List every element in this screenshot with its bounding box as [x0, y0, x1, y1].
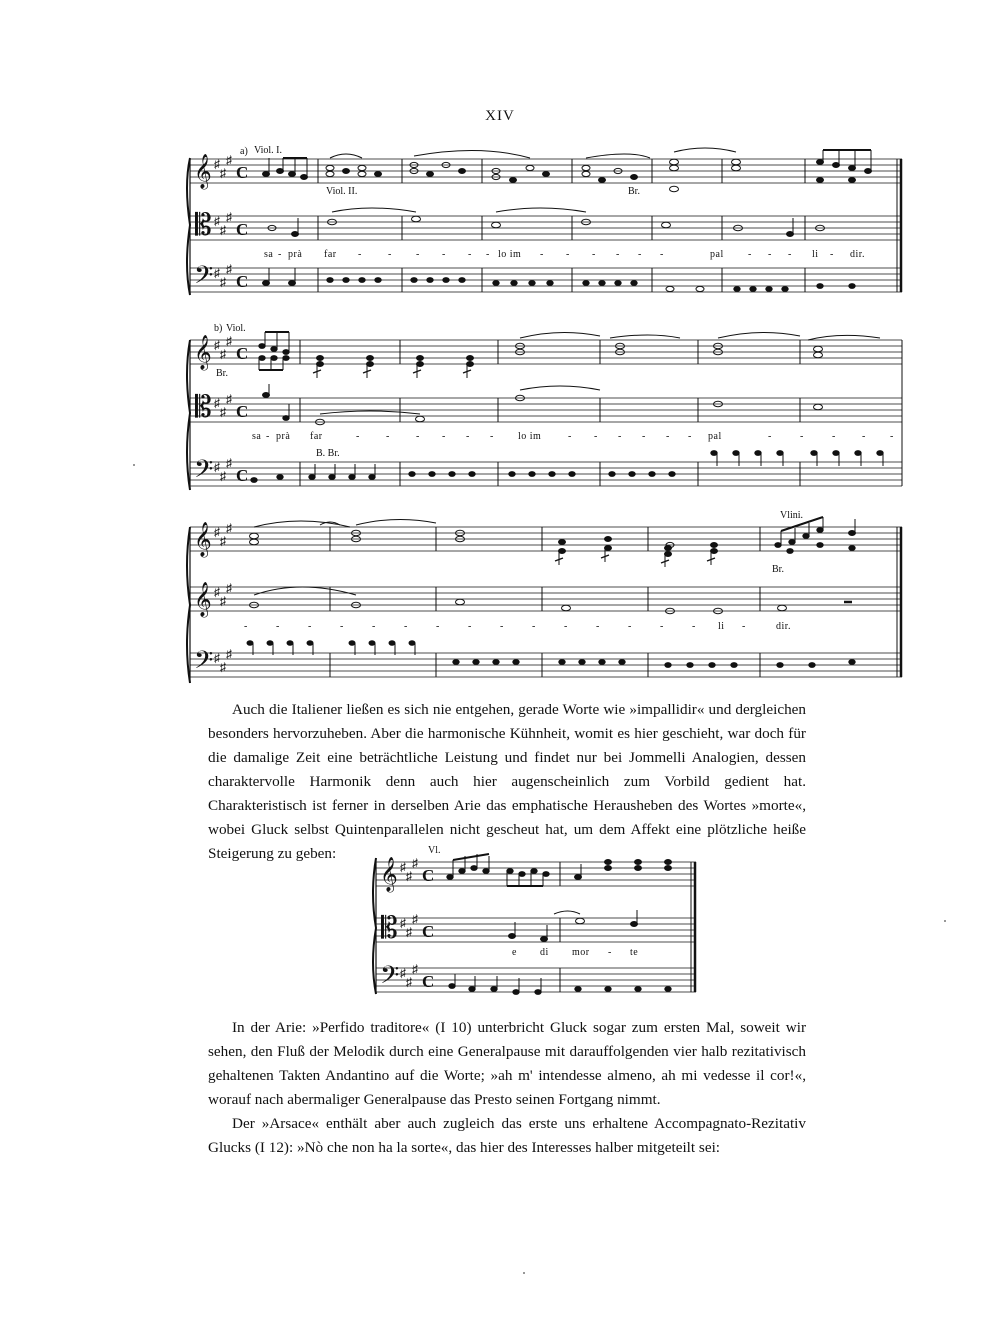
lyric: -: [638, 249, 642, 260]
svg-text:♯: ♯: [214, 338, 220, 352]
lyric: -: [276, 621, 280, 632]
svg-text:♯: ♯: [214, 266, 220, 280]
svg-text:𝄞: 𝄞: [194, 523, 212, 556]
lyric: -: [596, 621, 600, 632]
svg-text:C: C: [236, 402, 249, 421]
lyric: -: [386, 431, 390, 442]
lyric: -: [692, 621, 696, 632]
svg-text:𝄢: 𝄢: [194, 262, 214, 295]
lyric: -: [358, 249, 362, 260]
svg-text:C: C: [236, 344, 249, 363]
lyric: -: [666, 431, 670, 442]
label-b-br: B. Br.: [316, 448, 340, 459]
lyric: -: [266, 431, 270, 442]
svg-text:♯: ♯: [220, 534, 226, 548]
music-example-2: [180, 318, 910, 493]
svg-text:𝄢: 𝄢: [194, 647, 214, 680]
body-paragraph: In der Arie: »Perfido traditore« (I 10) unterbricht Gluck sogar zum ersten Mal, soweit wir sehen, den Fluß der Melodik durch eine Generalpause mit darauffolgenden vier halb rezitativisch gehaltenen Takten Andantino auf die Worte; »ah m' intendesse almeno, ah mi vedesse il cor!«, worauf nach abermaliger Generalpause das Presto seinen Fortgang nimmt.: [208, 1019, 806, 1108]
svg-text:♯: ♯: [220, 469, 226, 483]
svg-text:♯: ♯: [226, 262, 232, 276]
lyric: di: [540, 947, 549, 958]
svg-text:♯: ♯: [214, 214, 220, 228]
lyric: -: [688, 431, 692, 442]
lyric: far: [310, 431, 323, 442]
svg-text:♯: ♯: [226, 153, 232, 167]
lyric: -: [340, 621, 344, 632]
svg-text:𝄢: 𝄢: [194, 456, 214, 489]
page-number: XIV: [485, 108, 515, 124]
svg-text:♯: ♯: [214, 651, 220, 665]
lyric: -: [468, 621, 472, 632]
svg-text:C: C: [422, 922, 435, 941]
lyric: lo im: [498, 249, 522, 260]
lyric: -: [388, 249, 392, 260]
svg-text:♯: ♯: [400, 860, 406, 874]
lyric: -: [416, 431, 420, 442]
lyric: -: [568, 431, 572, 442]
lyric: -: [594, 431, 598, 442]
lyric: pal: [708, 431, 722, 442]
svg-text:♯: ♯: [226, 456, 232, 470]
svg-text:C: C: [236, 163, 249, 182]
lyric: -: [616, 249, 620, 260]
lyric: -: [800, 431, 804, 442]
svg-text:𝄢: 𝄢: [380, 962, 400, 995]
lyric: sa: [264, 249, 274, 260]
svg-text:♯: ♯: [220, 347, 226, 361]
lyric: -: [890, 431, 894, 442]
lyric: -: [660, 249, 664, 260]
lyric: -: [830, 249, 834, 260]
lyric: lo im: [518, 431, 542, 442]
lyric: -: [500, 621, 504, 632]
lyric: -: [244, 621, 248, 632]
lyric: -: [372, 621, 376, 632]
svg-text:C: C: [236, 220, 249, 239]
body-paragraph: Auch die Italiener ließen es sich nie entgehen, gerade Worte wie »impallidir« und dergleichen besonders hervorzuheben. Aber die harmonische Kühnheit, womit es hier geschieht, war doch für die damalige Zeit eine beträchtliche Leistung und findet nur bei Jommelli Analogien, dessen charaktervolle Harmonik denn auch hier augenscheinlich zum Vorbild gedient hat. Charakteristisch ist ferner in derselben Arie das emphatische Herausheben des Wortes »morte«, wobei Gluck selbst Quintenparallelen nicht gescheut hat, um dem Affekt eine plötzliche heiße Steigerung zu geben:: [208, 701, 806, 862]
svg-text:♯: ♯: [214, 525, 220, 539]
label-viol-2: Viol. II.: [326, 186, 358, 197]
lyric: -: [566, 249, 570, 260]
lyric: -: [532, 621, 536, 632]
svg-text:♯: ♯: [220, 660, 226, 674]
svg-text:♯: ♯: [214, 460, 220, 474]
lyric: sa: [252, 431, 262, 442]
svg-text:♯: ♯: [220, 166, 226, 180]
svg-text:♯: ♯: [220, 275, 226, 289]
lyric: -: [468, 249, 472, 260]
svg-text:♯: ♯: [214, 396, 220, 410]
svg-text:𝄡: 𝄡: [195, 209, 212, 242]
lyric: dir.: [850, 249, 866, 260]
svg-text:♯: ♯: [220, 223, 226, 237]
label-br: Br.: [772, 564, 784, 575]
label-b: b): [214, 323, 223, 334]
svg-text:♯: ♯: [406, 925, 412, 939]
lyric: -: [356, 431, 360, 442]
lyric: -: [404, 621, 408, 632]
lyric: -: [442, 249, 446, 260]
lyric: -: [540, 249, 544, 260]
lyric: -: [486, 249, 490, 260]
label-vl: Vl.: [428, 845, 441, 856]
lyric: -: [618, 431, 622, 442]
lyric: prà: [288, 249, 303, 260]
svg-text:♯: ♯: [406, 869, 412, 883]
lyric: li: [718, 621, 725, 632]
svg-text:♯: ♯: [406, 975, 412, 989]
lyric: -: [308, 621, 312, 632]
lyric: -: [642, 431, 646, 442]
lyric: -: [608, 947, 612, 958]
svg-text:C: C: [236, 272, 249, 291]
svg-text:♯: ♯: [220, 594, 226, 608]
lyric: pal: [710, 249, 724, 260]
label-viol: Viol.: [226, 323, 246, 334]
svg-text:♯: ♯: [412, 912, 418, 926]
lyric: -: [490, 431, 494, 442]
lyric: te: [630, 947, 639, 958]
svg-text:♯: ♯: [226, 581, 232, 595]
svg-text:♯: ♯: [226, 334, 232, 348]
svg-text:𝄡: 𝄡: [195, 391, 212, 424]
svg-text:♯: ♯: [400, 966, 406, 980]
svg-text:𝄞: 𝄞: [194, 336, 212, 369]
svg-text:𝄞: 𝄞: [194, 583, 212, 616]
svg-text:♯: ♯: [400, 916, 406, 930]
svg-text:♯: ♯: [226, 521, 232, 535]
music-example-4: [368, 838, 708, 998]
label-vlini: Vlini.: [780, 510, 804, 521]
lyric: -: [416, 249, 420, 260]
lyric: li: [812, 249, 819, 260]
lyric: -: [748, 249, 752, 260]
lyric: -: [862, 431, 866, 442]
lyric: -: [788, 249, 792, 260]
lyric: -: [768, 249, 772, 260]
label-br: Br.: [216, 368, 228, 379]
lyric: -: [442, 431, 446, 442]
lyric: dir.: [776, 621, 792, 632]
lyric: -: [742, 621, 746, 632]
lyric: -: [278, 249, 282, 260]
lyric: e: [512, 947, 517, 958]
lyric: -: [832, 431, 836, 442]
lyric: prà: [276, 431, 291, 442]
svg-text:♯: ♯: [214, 157, 220, 171]
body-paragraph: Der »Arsace« enthält aber auch zugleich das erste uns erhaltene Accompagnato-Rezitativ Glucks (I 12): »Nò che non ha la sorte«, das hier des Interesses halber mitgeteilt sei:: [208, 1115, 806, 1156]
svg-text:♯: ♯: [226, 392, 232, 406]
lyric: -: [628, 621, 632, 632]
svg-text:♯: ♯: [412, 962, 418, 976]
svg-text:C: C: [236, 466, 249, 485]
svg-text:♯: ♯: [214, 585, 220, 599]
label-br: Br.: [628, 186, 640, 197]
lyric: -: [466, 431, 470, 442]
lyric: -: [768, 431, 772, 442]
svg-text:♯: ♯: [412, 856, 418, 870]
lyric: -: [564, 621, 568, 632]
lyric: -: [592, 249, 596, 260]
svg-text:♯: ♯: [226, 647, 232, 661]
svg-text:𝄡: 𝄡: [381, 912, 398, 945]
svg-text:♯: ♯: [226, 210, 232, 224]
svg-text:𝄞: 𝄞: [380, 858, 398, 891]
svg-text:♯: ♯: [220, 405, 226, 419]
svg-text:𝄞: 𝄞: [194, 155, 212, 188]
lyric: -: [660, 621, 664, 632]
svg-text:C: C: [422, 866, 435, 885]
music-example-3: [180, 505, 910, 690]
lyric: -: [436, 621, 440, 632]
lyric: far: [324, 249, 337, 260]
lyric: mor: [572, 947, 590, 958]
music-example-1: [180, 140, 910, 305]
svg-text:C: C: [422, 972, 435, 991]
label-viol-1: Viol. I.: [254, 145, 283, 156]
label-a: a): [240, 146, 248, 157]
